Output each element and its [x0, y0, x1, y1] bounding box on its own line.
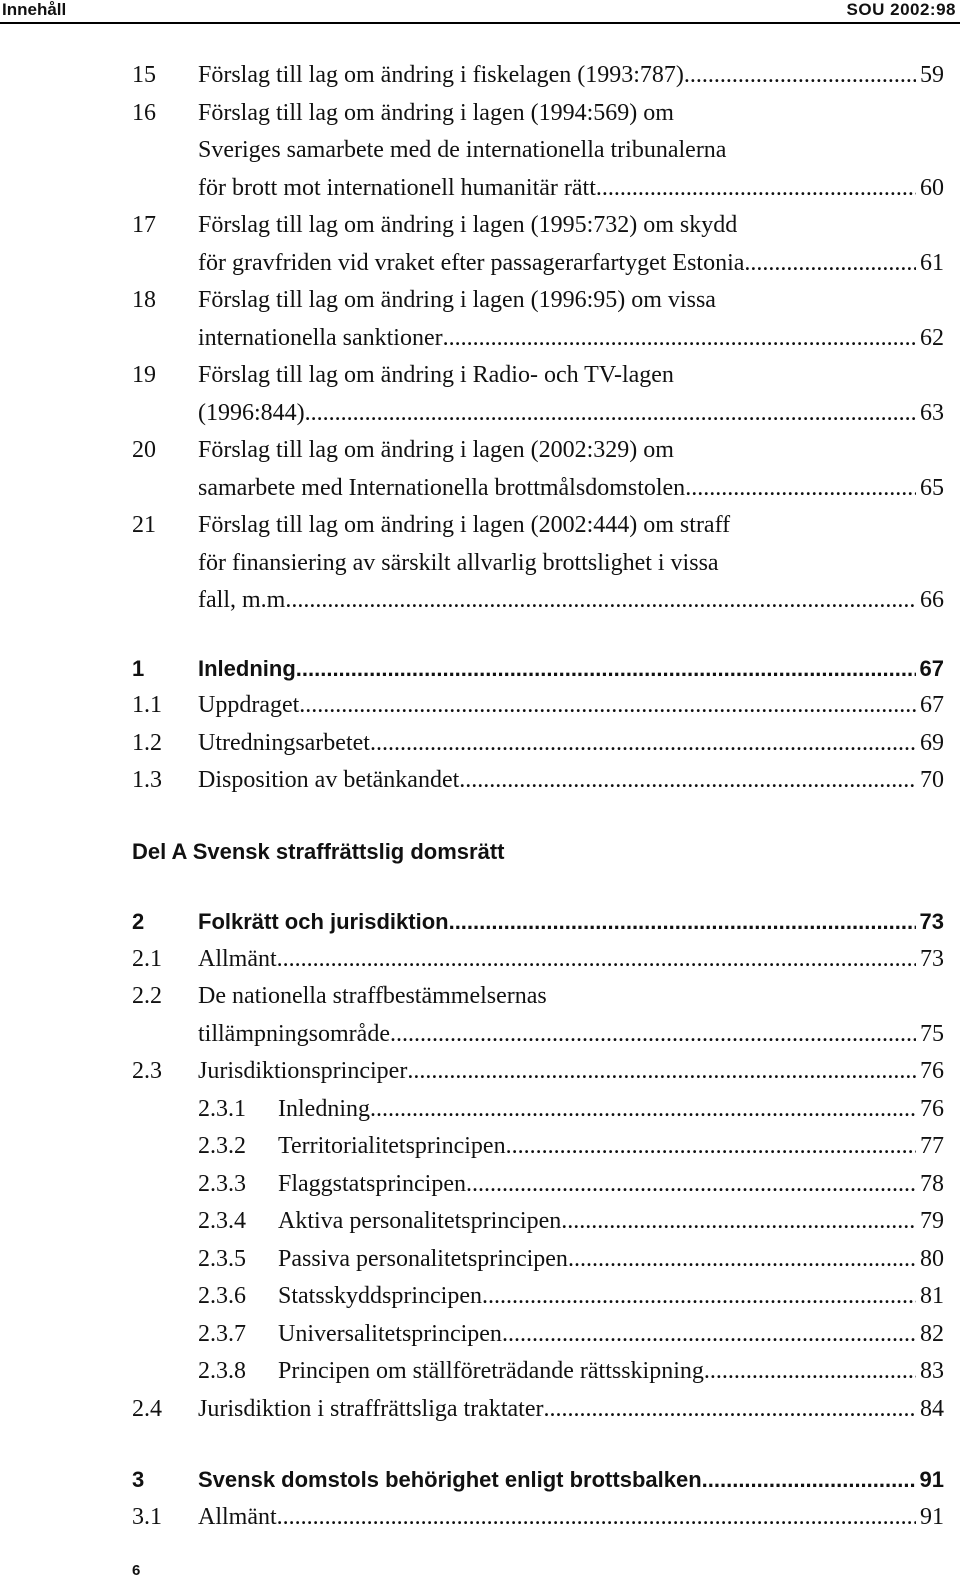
toc-subsection[interactable]: [132, 1091, 944, 1129]
subsection-title: Inledning: [278, 1095, 370, 1122]
subsection-page: 81: [920, 1283, 944, 1309]
entry-page: 61: [920, 249, 944, 276]
entry-title: Förslag till lag om ändring i lagen (2002:444) om straff: [198, 512, 731, 538]
section-number: 2.2: [132, 983, 162, 1009]
section-page: 91: [920, 1503, 944, 1530]
subsection-number: 2.3.2: [198, 1133, 246, 1159]
toc-chapter-2[interactable]: [132, 903, 944, 941]
subsection-title: Flaggstatsprincipen: [278, 1170, 466, 1197]
section-title: Jurisdiktion i straffrättsliga traktater: [198, 1395, 544, 1422]
subsection-page: 78: [920, 1170, 944, 1197]
entry-title: Förslag till lag om ändring i lagen (1994:569) om: [198, 99, 674, 126]
entry-page: 59: [920, 62, 944, 88]
toc-section[interactable]: [132, 762, 944, 800]
subsection-title: Aktiva personalitetsprincipen: [278, 1208, 562, 1234]
entry-title-cont: samarbete med Internationella brottmålsdomstolen: [198, 474, 686, 501]
chapter-page: 91: [919, 1467, 944, 1492]
entry-title-cont: för gravfriden vid vraket efter passagerarfartyget Estonia: [198, 249, 745, 276]
subsection-title: Universalitetsprincipen: [278, 1320, 502, 1347]
subsection-number: 2.3.8: [198, 1358, 246, 1384]
entry-title-cont: för finansiering av särskilt allvarlig brottslighet i vissa: [198, 549, 719, 576]
toc-entry[interactable]: [132, 432, 944, 470]
section-page: 75: [920, 1020, 944, 1047]
toc-entry[interactable]: [132, 282, 944, 320]
subsection-number: 2.3.3: [198, 1170, 246, 1197]
toc-entry[interactable]: [132, 95, 944, 133]
subsection-page: 82: [920, 1320, 944, 1347]
running-header: [0, 0, 960, 24]
section-number: 2.4: [132, 1395, 162, 1422]
toc-subsection[interactable]: [132, 1241, 944, 1279]
chapter-page: 67: [919, 655, 944, 681]
subsection-page: 83: [920, 1358, 944, 1384]
entry-title: Förslag till lag om ändring i lagen (1996:95) om vissa: [198, 287, 716, 313]
toc-entry[interactable]: [132, 207, 944, 245]
section-title: De nationella straffbestämmelsernas: [198, 983, 547, 1009]
entry-number: 20: [132, 437, 156, 463]
toc-subsection[interactable]: [132, 1166, 944, 1204]
chapter-page: 73: [919, 909, 944, 934]
chapter-title: Svensk domstols behörighet enligt brottsbalken: [198, 1467, 702, 1492]
toc-section[interactable]: [132, 725, 944, 763]
chapter-number: 1: [132, 655, 145, 681]
entry-title-cont: (1996:844): [198, 399, 305, 426]
entry-number: 17: [132, 212, 156, 238]
section-title: Utredningsarbetet: [198, 729, 370, 756]
header-section-label: Innehåll: [2, 0, 67, 19]
section-page: 67: [920, 692, 944, 718]
toc-subsection[interactable]: [132, 1316, 944, 1354]
section-number: 2.1: [132, 945, 162, 972]
chapter-title: Folkrätt och jurisdiktion: [198, 909, 449, 934]
toc-chapter-1[interactable]: [132, 650, 944, 688]
entry-title-cont: fall, m.m.: [198, 587, 292, 613]
subsection-number: 2.3.6: [198, 1283, 246, 1309]
toc-chapter-3[interactable]: [132, 1461, 944, 1499]
section-title: Uppdraget: [198, 692, 300, 718]
toc-section[interactable]: [132, 1053, 944, 1091]
subsection-page: 76: [920, 1095, 944, 1122]
toc-entry[interactable]: [132, 357, 944, 395]
entry-title: Förslag till lag om ändring i fiskelagen (1993:787): [198, 62, 684, 88]
entry-title: Förslag till lag om ändring i lagen (2002:329) om: [198, 437, 674, 463]
chapter-number: 2: [132, 909, 145, 934]
section-number: 2.3: [132, 1058, 162, 1084]
section-title: Disposition av betänkandet: [198, 767, 460, 793]
section-number: 1.3: [132, 767, 162, 793]
toc-entry[interactable]: [132, 507, 944, 545]
entry-number: 21: [132, 512, 156, 538]
section-number: 1.2: [132, 729, 162, 756]
toc-subsection[interactable]: [132, 1278, 944, 1316]
toc-subsection[interactable]: [132, 1128, 944, 1166]
entry-page: 63: [920, 399, 944, 426]
toc-part-a[interactable]: [132, 833, 944, 871]
chapter-title: Inledning: [198, 655, 296, 681]
toc-section[interactable]: [132, 1391, 944, 1429]
section-page: 84: [920, 1395, 944, 1422]
section-number: 1.1: [132, 692, 162, 718]
section-page: 70: [920, 767, 944, 793]
section-page: 76: [920, 1058, 944, 1084]
entry-number: 15: [132, 62, 156, 88]
subsection-title: Statsskyddsprincipen: [278, 1283, 482, 1309]
subsection-title: Passiva personalitetsprincipen: [278, 1245, 568, 1272]
header-report-id: SOU 2002:98: [846, 0, 956, 19]
section-title: Allmänt: [198, 945, 277, 972]
entry-title: Förslag till lag om ändring i lagen (1995:732) om skydd: [198, 212, 738, 238]
section-title-cont: tillämpningsområde: [198, 1020, 390, 1047]
toc-subsection[interactable]: [132, 1203, 944, 1241]
entry-page: 66: [920, 587, 944, 613]
toc-section[interactable]: [132, 687, 944, 725]
toc-subsection[interactable]: [132, 1353, 944, 1391]
page-number: 6: [132, 1562, 141, 1579]
toc-entry[interactable]: [132, 57, 944, 95]
entry-title-cont: internationella sanktioner: [198, 324, 443, 351]
subsection-title: Principen om ställföreträdande rättsskipning: [278, 1358, 704, 1384]
section-title: Jurisdiktionsprinciper: [198, 1058, 408, 1084]
subsection-page: 77: [920, 1133, 944, 1159]
section-page: 69: [920, 729, 944, 756]
entry-number: 16: [132, 99, 156, 126]
table-of-contents: [132, 57, 944, 1536]
subsection-title: Territorialitetsprincipen: [278, 1133, 506, 1159]
subsection-number: 2.3.4: [198, 1208, 246, 1234]
entry-page: 65: [920, 474, 944, 501]
entry-page: 60: [920, 174, 944, 201]
toc-section[interactable]: [132, 941, 944, 979]
entry-number: 19: [132, 362, 156, 388]
subsection-page: 80: [920, 1245, 944, 1272]
subsection-page: 79: [920, 1208, 944, 1234]
entry-title: Förslag till lag om ändring i Radio- och TV-lagen: [198, 362, 674, 388]
toc-section[interactable]: [132, 1499, 944, 1537]
part-title: Del A Svensk straffrättslig domsrätt: [132, 838, 505, 864]
chapter-number: 3: [132, 1467, 145, 1492]
toc-section[interactable]: [132, 978, 944, 1016]
entry-title-cont: Sveriges samarbete med de internationella tribunalerna: [198, 137, 727, 163]
subsection-number: 2.3.1: [198, 1095, 246, 1122]
entry-number: 18: [132, 287, 156, 313]
subsection-number: 2.3.7: [198, 1320, 246, 1347]
entry-page: 62: [920, 324, 944, 351]
subsection-number: 2.3.5: [198, 1245, 246, 1272]
entry-title-cont: för brott mot internationell humanitär rätt: [198, 174, 596, 201]
section-title: Allmänt: [198, 1503, 277, 1530]
section-number: 3.1: [132, 1503, 162, 1530]
section-page: 73: [920, 945, 944, 972]
